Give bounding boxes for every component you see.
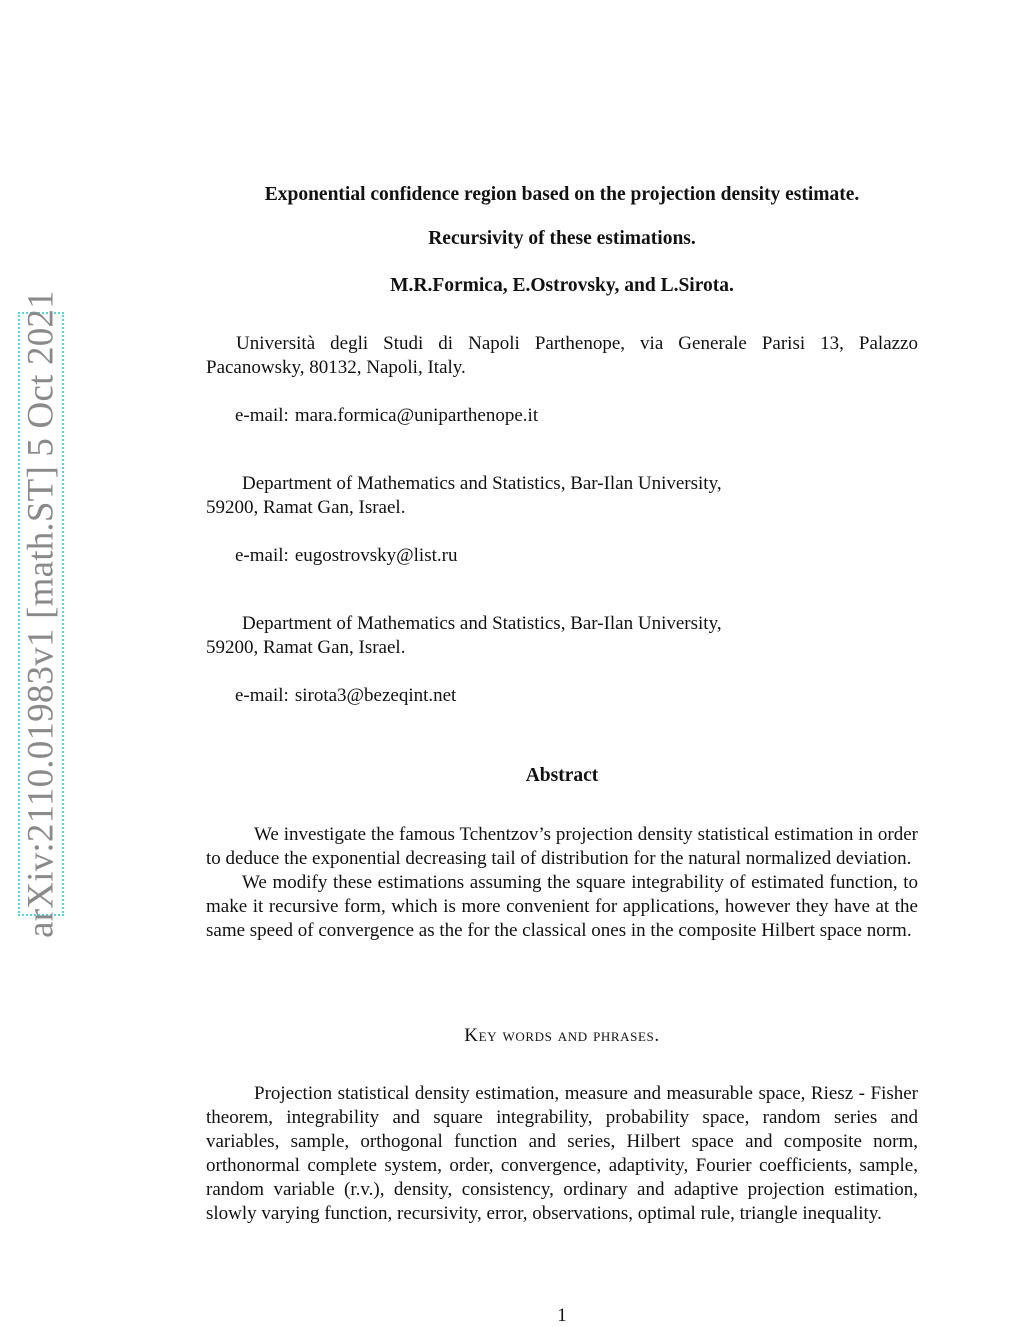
email-label: e-mail: xyxy=(235,685,289,706)
paper-title: Exponential confidence region based on the projection density estimate. xyxy=(264,184,860,205)
keywords-body: Projection statistical density estimation, measure and measurable space, Riesz - Fisher theorem, integrability and square integrability, probability space, random series and variables, sample, orthogonal function and series, Hilbert space and composite norm, orthonormal complete system, order, convergence, adaptivity, Fourier coefficients, sample, random variable (r.v.), density, consistency, ordinary and adaptive projection estimation, slowly varying function, recursivity, error, observations, optimal rule, triangle inequality. xyxy=(206,1083,918,1224)
email-address[interactable]: sirota3@bezeqint.net xyxy=(294,685,457,706)
abstract-body xyxy=(206,823,918,943)
abstract-paragraph-1: We investigate the famous Tchentzov’s projection density statistical estimation in order to deduce the exponential decreasing tail of distribution for the natural normalized deviation. xyxy=(206,824,918,869)
affiliation-1-address: Università degli Studi di Napoli Parthenope, via Generale Parisi 13, Palazzo Pacanowsky, 80132, Napoli, Italy. xyxy=(206,333,918,378)
abstract-paragraph-2: We modify these estimations assuming the square integrability of estimated function, to make it recursive form, which is more convenient for applications, however they have at the same speed of convergence as the for the classical ones in the composite Hilbert space norm. xyxy=(206,872,918,941)
email-address[interactable]: eugostrovsky@list.ru xyxy=(294,545,458,566)
paper-subtitle: Recursivity of these estimations. xyxy=(428,228,696,249)
email-label: e-mail: xyxy=(235,405,289,426)
affiliation-3-line1: Department of Mathematics and Statistics, Bar-Ilan University, xyxy=(242,613,722,634)
affiliation-3-line2: 59200, Ramat Gan, Israel. xyxy=(206,637,406,658)
abstract-heading: Abstract xyxy=(525,765,599,786)
affiliation-2-address xyxy=(206,472,918,520)
keywords-heading: Key words and phrases. xyxy=(464,1025,660,1046)
author-list: M.R.Formica, E.Ostrovsky, and L.Sirota. xyxy=(390,275,734,296)
arxiv-stamp[interactable]: arXiv:2110.01983v1 [math.ST] 5 Oct 2021 xyxy=(20,290,62,938)
affiliation-2-email-row xyxy=(235,545,457,567)
email-label: e-mail: xyxy=(235,545,289,566)
email-address[interactable]: mara.formica@uniparthenope.it xyxy=(294,405,539,426)
affiliation-2-line1: Department of Mathematics and Statistics, Bar-Ilan University, xyxy=(242,473,722,494)
affiliation-1-email-row xyxy=(235,405,538,427)
affiliation-3-email-row xyxy=(235,685,456,707)
page-number: 1 xyxy=(557,1305,567,1326)
affiliation-2-line2: 59200, Ramat Gan, Israel. xyxy=(206,497,406,518)
affiliation-3-address xyxy=(206,612,918,660)
